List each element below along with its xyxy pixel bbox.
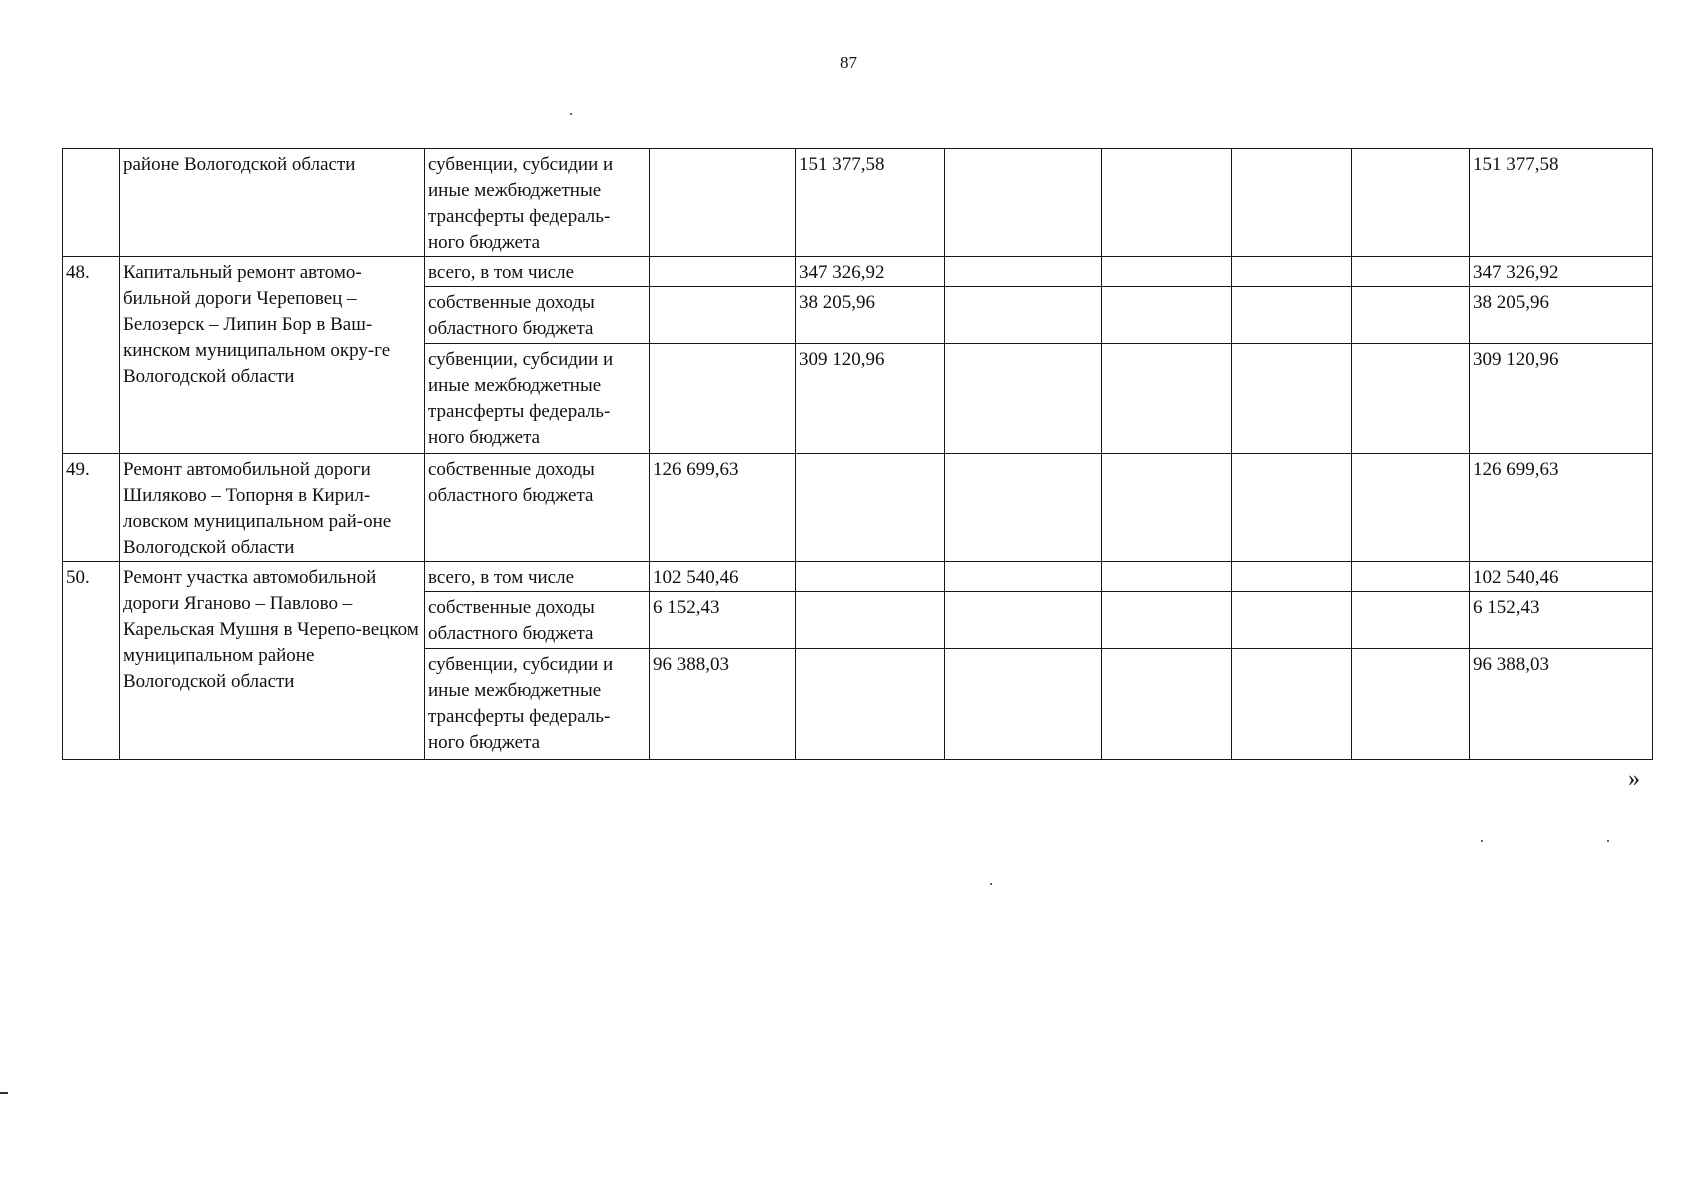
amount-cell-b: 347 326,92 [796, 257, 945, 287]
table-row [63, 149, 1653, 257]
empty-cell [1352, 562, 1470, 592]
amount-cell-b: 151 377,58 [796, 149, 945, 257]
scan-speck [0, 1092, 8, 1094]
empty-cell [1352, 287, 1470, 344]
table-row [63, 454, 1653, 562]
total-cell: 309 120,96 [1470, 344, 1653, 454]
empty-cell [1232, 592, 1352, 649]
empty-cell [945, 149, 1102, 257]
amount-cell-a: 6 152,43 [650, 592, 796, 649]
closing-quote-mark: » [1628, 766, 1640, 792]
empty-cell [1102, 649, 1232, 760]
empty-cell [945, 592, 1102, 649]
total-cell: 6 152,43 [1470, 592, 1653, 649]
table-row [63, 562, 1653, 592]
empty-cell [945, 344, 1102, 454]
empty-cell [1232, 562, 1352, 592]
total-cell: 102 540,46 [1470, 562, 1653, 592]
scan-speck [1607, 840, 1609, 842]
empty-cell [1232, 649, 1352, 760]
funding-source-cell: собственные доходы областного бюджета [425, 592, 650, 649]
empty-cell [1352, 257, 1470, 287]
funding-source-cell: собственные доходы областного бюджета [425, 287, 650, 344]
object-name-cell: Капитальный ремонт автомо-бильной дороги Череповец – Белозерск – Липин Бор в Ваш-кинском муниципальном окру-ге Вологодской области [120, 257, 425, 454]
row-number-cell: 50. [63, 562, 120, 760]
empty-cell [1102, 344, 1232, 454]
scan-speck [570, 113, 572, 115]
row-number-cell [63, 149, 120, 257]
amount-cell-a: 102 540,46 [650, 562, 796, 592]
amount-cell-b [796, 562, 945, 592]
amount-cell-a: 126 699,63 [650, 454, 796, 562]
total-cell: 38 205,96 [1470, 287, 1653, 344]
amount-cell-b [796, 454, 945, 562]
empty-cell [1232, 344, 1352, 454]
empty-cell [945, 454, 1102, 562]
amount-cell-b: 309 120,96 [796, 344, 945, 454]
funding-source-cell: субвенции, субсидии и иные межбюджетные трансферты федераль-ного бюджета [425, 149, 650, 257]
total-cell: 347 326,92 [1470, 257, 1653, 287]
row-number-cell: 49. [63, 454, 120, 562]
amount-cell-b: 38 205,96 [796, 287, 945, 344]
object-name-cell: районе Вологодской области [120, 149, 425, 257]
empty-cell [1102, 287, 1232, 344]
funding-source-cell: собственные доходы областного бюджета [425, 454, 650, 562]
scan-speck [990, 883, 992, 885]
scan-speck [1481, 840, 1483, 842]
total-cell: 151 377,58 [1470, 149, 1653, 257]
amount-cell-a [650, 287, 796, 344]
empty-cell [1352, 344, 1470, 454]
empty-cell [1102, 592, 1232, 649]
amount-cell-b [796, 592, 945, 649]
empty-cell [1232, 257, 1352, 287]
empty-cell [1352, 149, 1470, 257]
funding-source-cell: всего, в том числе [425, 562, 650, 592]
object-name-cell: Ремонт автомобильной дороги Шиляково – Топорня в Кирил-ловском муниципальном рай-оне Вологодской области [120, 454, 425, 562]
empty-cell [1352, 649, 1470, 760]
funding-source-cell: всего, в том числе [425, 257, 650, 287]
empty-cell [945, 562, 1102, 592]
total-cell: 126 699,63 [1470, 454, 1653, 562]
empty-cell [1232, 287, 1352, 344]
empty-cell [945, 257, 1102, 287]
funding-source-cell: субвенции, субсидии и иные межбюджетные трансферты федераль-ного бюджета [425, 344, 650, 454]
empty-cell [1102, 454, 1232, 562]
budget-table [62, 148, 1653, 760]
total-cell: 96 388,03 [1470, 649, 1653, 760]
row-number-cell: 48. [63, 257, 120, 454]
empty-cell [1102, 562, 1232, 592]
amount-cell-b [796, 649, 945, 760]
empty-cell [1232, 454, 1352, 562]
empty-cell [1102, 257, 1232, 287]
funding-source-cell: субвенции, субсидии и иные межбюджетные трансферты федераль-ного бюджета [425, 649, 650, 760]
empty-cell [945, 649, 1102, 760]
empty-cell [945, 287, 1102, 344]
amount-cell-a: 96 388,03 [650, 649, 796, 760]
empty-cell [1352, 454, 1470, 562]
empty-cell [1352, 592, 1470, 649]
object-name-cell: Ремонт участка автомобильной дороги Яганово – Павлово – Карельская Мушня в Черепо-вецком муниципальном районе Вологодской области [120, 562, 425, 760]
table-row [63, 257, 1653, 287]
amount-cell-a [650, 344, 796, 454]
page-number: 87 [840, 53, 857, 72]
empty-cell [1102, 149, 1232, 257]
amount-cell-a [650, 257, 796, 287]
empty-cell [1232, 149, 1352, 257]
amount-cell-a [650, 149, 796, 257]
